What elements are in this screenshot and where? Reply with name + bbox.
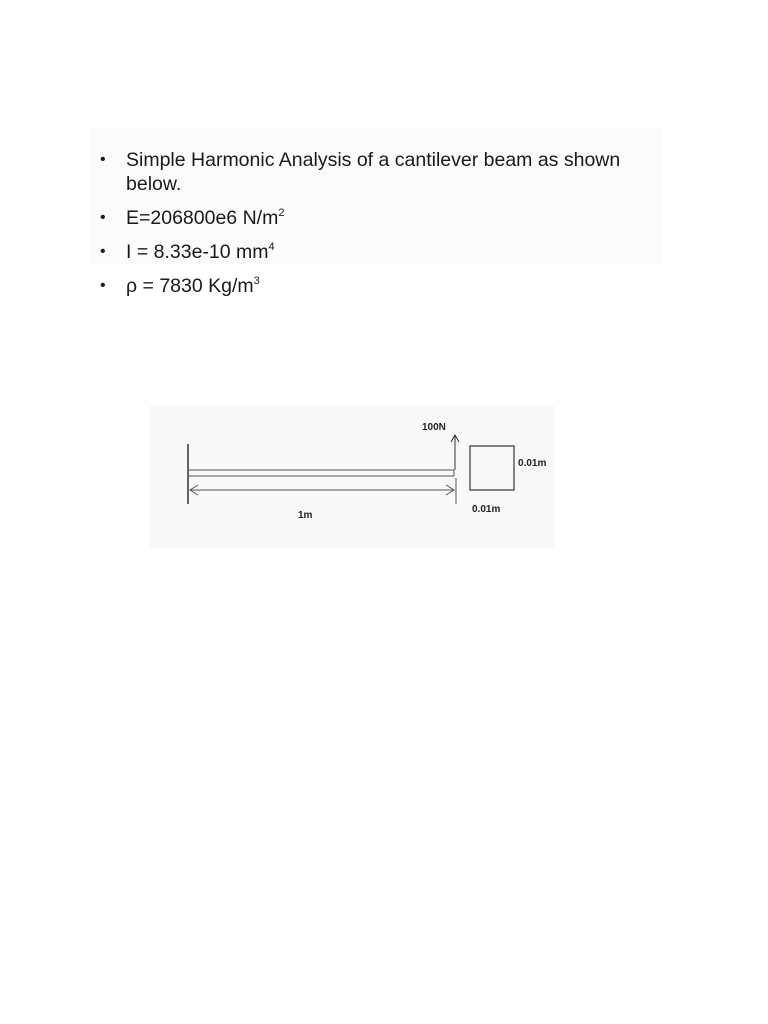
- bullet-text: Simple Harmonic Analysis of a cantilever beam as shown below.: [126, 149, 621, 195]
- bullet-superscript: 4: [268, 241, 275, 253]
- bullet-dot: •: [100, 209, 106, 226]
- bullet-list: [96, 148, 656, 308]
- beam-diagram-svg: [150, 406, 554, 548]
- section-height-label: 0.01m: [518, 458, 547, 469]
- bullet-text: E=206800e6 N/m: [126, 207, 279, 229]
- bullet-superscript: 3: [253, 275, 260, 287]
- bullet-dot: •: [100, 243, 106, 260]
- bullet-dot: •: [100, 277, 106, 294]
- bullet-item-title: [96, 148, 656, 196]
- bullet-item-inertia: [96, 240, 656, 264]
- bullet-item-density: [96, 274, 656, 298]
- load-label: 100N: [422, 422, 446, 433]
- section-width-label: 0.01m: [472, 504, 501, 515]
- bullet-item-modulus: [96, 206, 656, 230]
- bullet-text: I = 8.33e-10 mm: [126, 241, 269, 263]
- bullet-superscript: 2: [278, 207, 285, 219]
- bullet-dot: •: [100, 151, 106, 168]
- cross-section-square: [470, 446, 514, 490]
- bullet-text: ρ = 7830 Kg/m: [126, 275, 254, 297]
- cantilever-beam-figure: [150, 406, 554, 548]
- length-label: 1m: [298, 510, 313, 521]
